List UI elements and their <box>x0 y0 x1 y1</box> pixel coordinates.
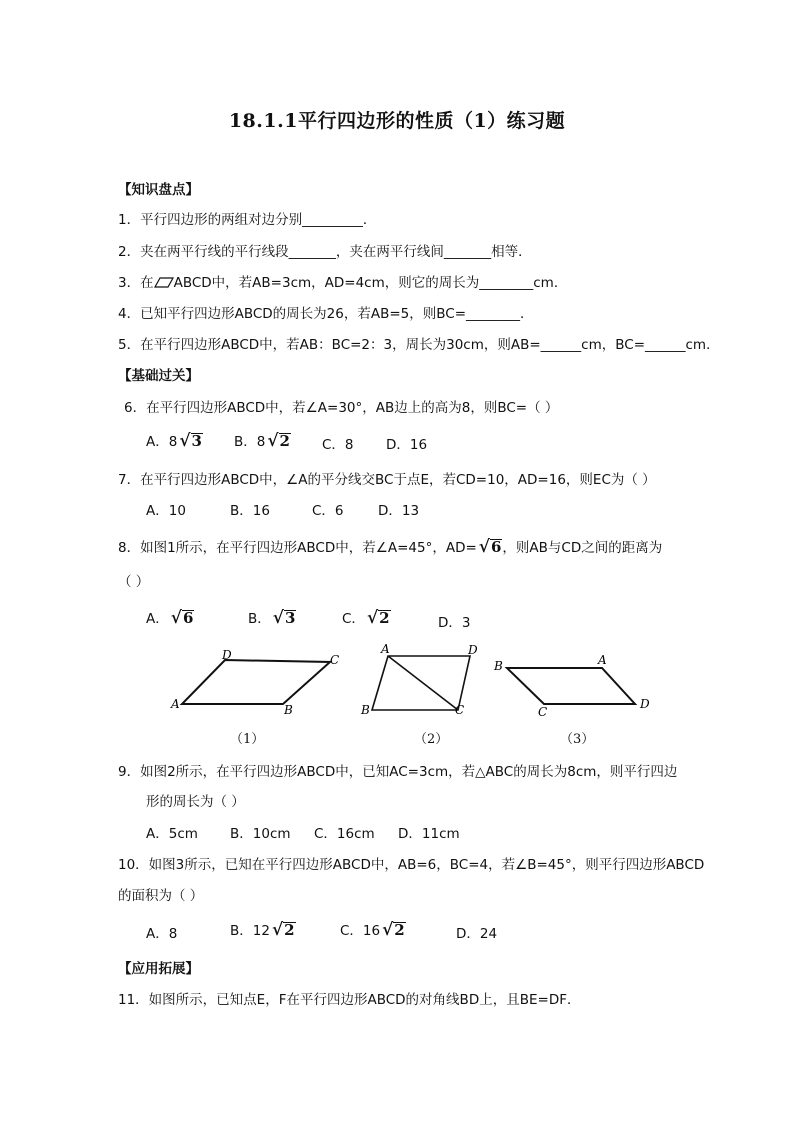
label-C: C <box>330 653 340 667</box>
option-a: A．8 √ 3 <box>146 431 202 451</box>
sqrt-symbol: √ 6 <box>170 608 194 628</box>
label-D: D <box>640 697 650 711</box>
question-9-line2: 形的周长为（ ） <box>146 794 245 810</box>
label-A: A <box>171 697 180 711</box>
option-a: A．8 <box>146 926 178 942</box>
figure-3 <box>492 650 662 720</box>
sqrt-symbol: √ 2 <box>366 608 390 628</box>
question-6: 6．在平行四边形ABCD中，若∠A=30°，AB边上的高为8，则BC=（ ） <box>124 400 559 416</box>
option-b: B．8 √ 2 <box>234 431 290 451</box>
section-basic: 【基础过关】 <box>118 368 199 384</box>
label-A: A <box>598 653 607 667</box>
label-B: B <box>494 659 503 673</box>
figure-3-parallelogram <box>507 668 635 704</box>
option-c: C． √ 2 <box>342 608 390 628</box>
question-8: 8．如图1所示，在平行四边形ABCD中，若∠A=45°，AD= √ 6 ，则AB与CD之间的距离为 <box>118 537 663 557</box>
question-10-line2: 的面积为（ ） <box>118 888 204 904</box>
label-A: A <box>381 644 390 656</box>
option-c: C．16 √ 2 <box>340 920 405 940</box>
parallelogram-symbol-icon <box>154 277 174 288</box>
option-b: B．10cm <box>230 826 291 842</box>
page-title: 18.1.1平行四边形的性质（1）练习题 <box>228 110 566 132</box>
figure-1-parallelogram <box>182 660 330 704</box>
option-a: A．10 <box>146 503 186 519</box>
option-d: D．11cm <box>398 826 460 842</box>
figure-2-parallelogram <box>372 656 470 710</box>
option-b: B．16 <box>230 503 270 519</box>
label-B: B <box>284 703 293 717</box>
question-1: 1．平行四边形的两组对边分别_________． <box>118 212 377 228</box>
figure-1 <box>170 650 340 720</box>
option-a: A．5cm <box>146 826 198 842</box>
sqrt-symbol: √ 2 <box>382 920 405 940</box>
figure-3-caption: （3） <box>560 732 595 747</box>
question-4: 4．已知平行四边形ABCD的周长为26，若AB=5，则BC=________． <box>118 306 534 322</box>
figure-2 <box>360 644 490 714</box>
label-C: C <box>455 703 465 714</box>
option-a: A． √ 6 <box>146 608 194 628</box>
figure-2-caption: （2） <box>414 732 449 747</box>
question-3-suffix: ABCD中，若AB=3cm，AD=4cm，则它的周长为________cm． <box>173 275 568 291</box>
question-3 <box>118 271 567 291</box>
option-d: D．24 <box>456 926 498 942</box>
label-D: D <box>468 644 478 657</box>
option-b: B．12 √ 2 <box>230 920 295 940</box>
question-11: 11．如图所示，已知点E，F在平行四边形ABCD的对角线BD上，且BE=DF． <box>118 992 581 1008</box>
label-B: B <box>361 703 370 714</box>
option-d: D．3 <box>438 615 471 631</box>
label-D: D <box>222 650 232 662</box>
question-8-line2: （ ） <box>118 574 150 590</box>
figure-1-caption: （1） <box>230 732 265 747</box>
section-extension: 【应用拓展】 <box>118 961 199 977</box>
sqrt-symbol: √ 2 <box>271 920 295 940</box>
question-10: 10．如图3所示，已知在平行四边形ABCD中，AB=6，BC=4，若∠B=45°，则平行四边形ABCD <box>118 857 705 873</box>
sqrt-symbol: √ 2 <box>267 431 290 451</box>
option-c: C．16cm <box>314 826 375 842</box>
label-C: C <box>538 705 548 719</box>
question-7: 7．在平行四边形ABCD中，∠A的平分线交BC于点E，若CD=10，AD=16，则EC为（ ） <box>118 472 656 488</box>
question-3-prefix: 3．在 <box>118 275 154 291</box>
figure-2-diagonal <box>388 656 458 710</box>
option-d: D．16 <box>386 437 428 453</box>
sqrt-symbol: √ 3 <box>179 431 202 451</box>
option-c: C．8 <box>322 437 354 453</box>
sqrt-symbol: √ 6 <box>478 537 502 557</box>
question-9: 9．如图2所示，在平行四边形ABCD中，已知AC=3cm，若△ABC的周长为8cm，则平行四边 <box>118 764 678 780</box>
option-d: D．13 <box>378 503 420 519</box>
section-knowledge: 【知识盘点】 <box>118 182 199 198</box>
sqrt-symbol: √ 3 <box>272 608 296 628</box>
option-c: C．6 <box>312 503 344 519</box>
option-b: B． √ 3 <box>248 608 296 628</box>
question-5: 5．在平行四边形ABCD中，若AB：BC=2：3，周长为30cm，则AB=______cm，BC=______cm． <box>118 337 720 353</box>
question-2: 2．夹在两平行线的平行线段_______，夹在两平行线间_______相等． <box>118 244 532 260</box>
